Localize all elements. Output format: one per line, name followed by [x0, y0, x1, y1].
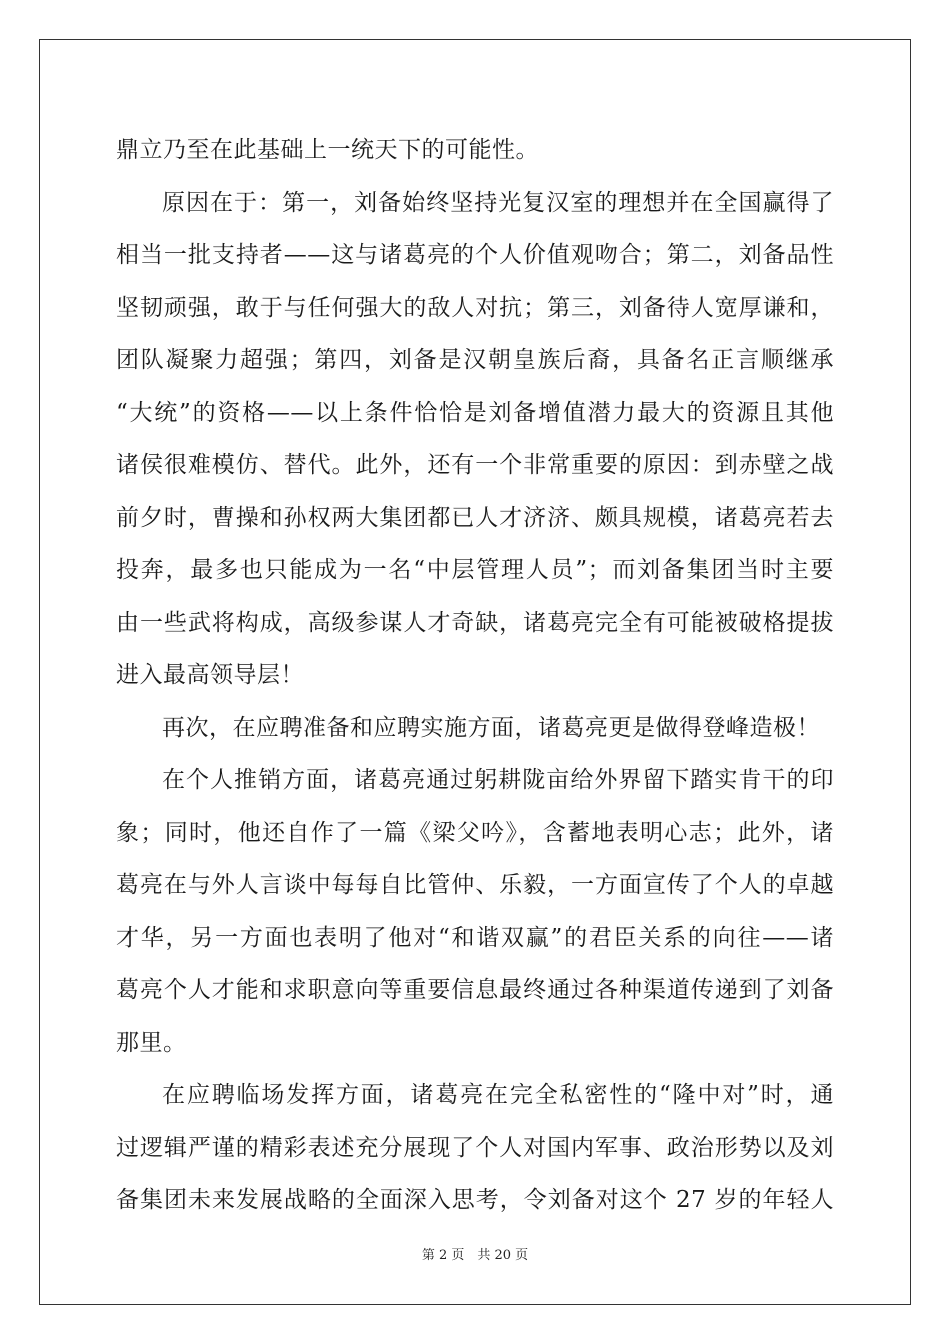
text-line: 投奔，最多也只能成为一名“中层管理人员”；而刘备集团当时主要 [116, 557, 834, 583]
text-line: 才华，另一方面也表明了他对“和谐双赢”的君臣关系的向往——诸 [116, 924, 834, 951]
text-line: “大统”的资格——以上条件恰恰是刘备增值潜力最大的资源且其他 [116, 399, 834, 426]
text-line: 葛亮个人才能和求职意向等重要信息最终通过各种渠道传递到了刘备 [116, 977, 834, 1003]
document-body [116, 124, 834, 1227]
text-line: 在个人推销方面，诸葛亮通过躬耕陇亩给外界留下踏实肯干的印 [162, 767, 834, 793]
text-line: 过逻辑严谨的精彩表述充分展现了个人对国内军事、政治形势以及刘 [116, 1134, 834, 1161]
page-number-footer: 第 2 页 共 20 页 [421, 1248, 529, 1263]
text-line: 团队凝聚力超强；第四，刘备是汉朝皇族后裔，具备名正言顺继承 [116, 347, 834, 373]
text-line: 由一些武将构成，高级参谋人才奇缺，诸葛亮完全有可能被破格提拔 [116, 609, 834, 636]
text-line: 前夕时，曹操和孙权两大集团都已人才济济、颇具规模，诸葛亮若去 [116, 504, 834, 531]
text-line: 葛亮在与外人言谈中每每自比管仲、乐毅，一方面宣传了个人的卓越 [116, 872, 834, 898]
text-line: 原因在于：第一，刘备始终坚持光复汉室的理想并在全国赢得了 [162, 189, 834, 216]
text-line: 在应聘临场发挥方面，诸葛亮在完全私密性的“隆中对”时，通 [162, 1082, 834, 1108]
text-line: 象；同时，他还自作了一篇《梁父吟》，含蓄地表明心志；此外，诸 [116, 819, 834, 846]
text-line: 再次，在应聘准备和应聘实施方面，诸葛亮更是做得登峰造极！ [162, 714, 820, 741]
text-line: 诸侯很难模仿、替代。此外，还有一个非常重要的原因：到赤壁之战 [116, 452, 834, 478]
text-line: 鼎立乃至在此基础上一统天下的可能性。 [116, 137, 539, 163]
text-line: 那里。 [116, 1029, 187, 1056]
text-line: 坚韧顽强，敢于与任何强大的敌人对抗；第三，刘备待人宽厚谦和， [116, 294, 834, 321]
text-line: 进入最高领导层！ [116, 662, 304, 688]
text-line: 相当一批支持者——这与诸葛亮的个人价值观吻合；第二，刘备品性 [116, 242, 834, 268]
text-line: 备集团未来发展战略的全面深入思考，令刘备对这个 27 岁的年轻人 [116, 1187, 834, 1213]
